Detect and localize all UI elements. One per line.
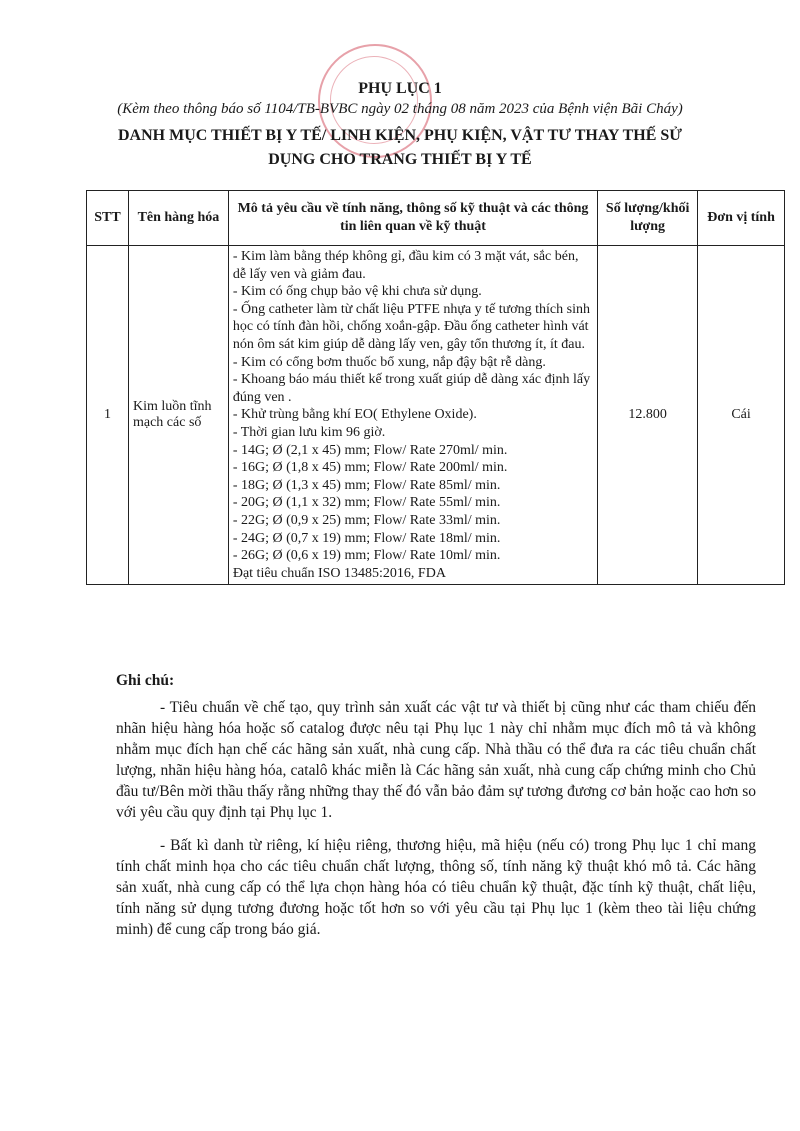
notes-section	[116, 670, 756, 952]
desc-line: Đạt tiêu chuẩn ISO 13485:2016, FDA	[232, 565, 446, 581]
cell-qty: 12.800	[598, 246, 698, 585]
desc-line: - Kim làm bằng thép không gỉ, đầu kim có 3 mặt vát, sắc bén, dễ lấy ven và giảm đau.	[232, 249, 579, 282]
note-paragraph: - Bất kì danh từ riêng, kí hiệu riêng, thương hiệu, mã hiệu (nếu có) trong Phụ lục 1 chỉ mang tính chất minh họa cho các tiêu chuẩn chất lượng, thông số, tính năng kỹ thuật khó mô tả. Các hãng sản xuất, nhà cung cấp có thể lựa chọn hàng hóa có tiêu chuẩn kỹ thuật, đặc tính kỹ thuật, chất liệu, tính năng sử dụng tương đương hoặc tốt hơn so với yêu cầu tại Phụ lục 1 (kèm theo tài liệu chứng minh) để cung cấp trong báo giá.	[116, 837, 756, 938]
table-row	[87, 246, 785, 585]
appendix-title: PHỤ LỤC 1	[358, 80, 442, 97]
cell-name: Kim luồn tĩnh mạch các số	[128, 246, 228, 585]
desc-line: - Khử trùng bằng khí EO( Ethylene Oxide).	[232, 407, 477, 423]
header-stt: STT	[87, 191, 129, 246]
desc-line: - Ống catheter làm từ chất liệu PTFE nhựa y tế tương thích sinh học có tính đàn hồi, chống xoắn-gập. Đầu ống catheter hình vát nón ôm sát kim giúp dễ dàng lấy ven, gây tổn thương ít, ít đau.	[232, 301, 590, 352]
notes-heading: Ghi chú:	[116, 672, 175, 689]
header-unit: Đơn vị tính	[698, 191, 785, 246]
equipment-table	[86, 190, 785, 585]
desc-line: - 26G; Ø (0,6 x 19) mm; Flow/ Rate 10ml/ min.	[232, 548, 501, 564]
desc-line: - Kim có cổng bơm thuốc bổ xung, nắp đậy bật rễ dàng.	[232, 354, 546, 370]
desc-line: - 18G; Ø (1,3 x 45) mm; Flow/ Rate 85ml/ min.	[232, 477, 501, 493]
note-paragraph: - Tiêu chuẩn về chế tạo, quy trình sản xuất các vật tư và thiết bị cũng như các tham chiếu đến nhãn hiệu hàng hóa hoặc số catalog được nêu tại Phụ lục 1 này chỉ nhằm mục đích mô tả và không nhằm mục đích hạn chế các hãng sản xuất, nhà cung cấp. Nhà thầu có thể đưa ra các tiêu chuẩn chất lượng, nhãn hiệu hàng hóa, catalô khác miễn là Các hãng sản xuất, nhà cung cấp chứng minh cho Chủ đầu tư/Bên mời thầu thấy rằng những thay thế đó vẫn bảo đảm sự tương đương cơ bản hoặc cao hơn so với yêu cầu quy định tại Phụ lục 1.	[116, 699, 756, 821]
desc-line: - 16G; Ø (1,8 x 45) mm; Flow/ Rate 200ml/ min.	[232, 460, 508, 476]
cell-stt: 1	[87, 246, 129, 585]
desc-line: - Thời gian lưu kim 96 giờ.	[232, 424, 386, 440]
cell-desc	[228, 246, 597, 585]
header-qty: Số lượng/khối lượng	[598, 191, 698, 246]
list-title: DANH MỤC THIẾT BỊ Y TẾ/ LINH KIỆN, PHỤ KIỆN, VẬT TƯ THAY THẾ SỬ DỤNG CHO TRANG THIẾT BỊ Y TẾ	[118, 127, 682, 168]
table-header-row	[87, 191, 785, 246]
header-name: Tên hàng hóa	[128, 191, 228, 246]
cell-unit: Cái	[698, 246, 785, 585]
desc-line: - Kim có ống chụp bảo vệ khi chưa sử dụng.	[232, 284, 482, 300]
desc-line: - 24G; Ø (0,7 x 19) mm; Flow/ Rate 18ml/ min.	[232, 530, 501, 546]
desc-line: - 14G; Ø (2,1 x 45) mm; Flow/ Rate 270ml/ min.	[232, 442, 508, 458]
appendix-subtitle: (Kèm theo thông báo số 1104/TB-BVBC ngày 02 tháng 08 năm 2023 của Bệnh viện Bãi Cháy)	[117, 101, 683, 117]
desc-line: - Khoang báo máu thiết kế trong xuất giúp dễ dàng xác định lấy đúng ven .	[232, 372, 591, 405]
desc-line: - 20G; Ø (1,1 x 32) mm; Flow/ Rate 55ml/ min.	[232, 495, 501, 511]
header-desc: Mô tả yêu cầu về tính năng, thông số kỹ thuật và các thông tin liên quan về kỹ thuật	[228, 191, 597, 246]
desc-line: - 22G; Ø (0,9 x 25) mm; Flow/ Rate 33ml/ min.	[232, 512, 501, 528]
